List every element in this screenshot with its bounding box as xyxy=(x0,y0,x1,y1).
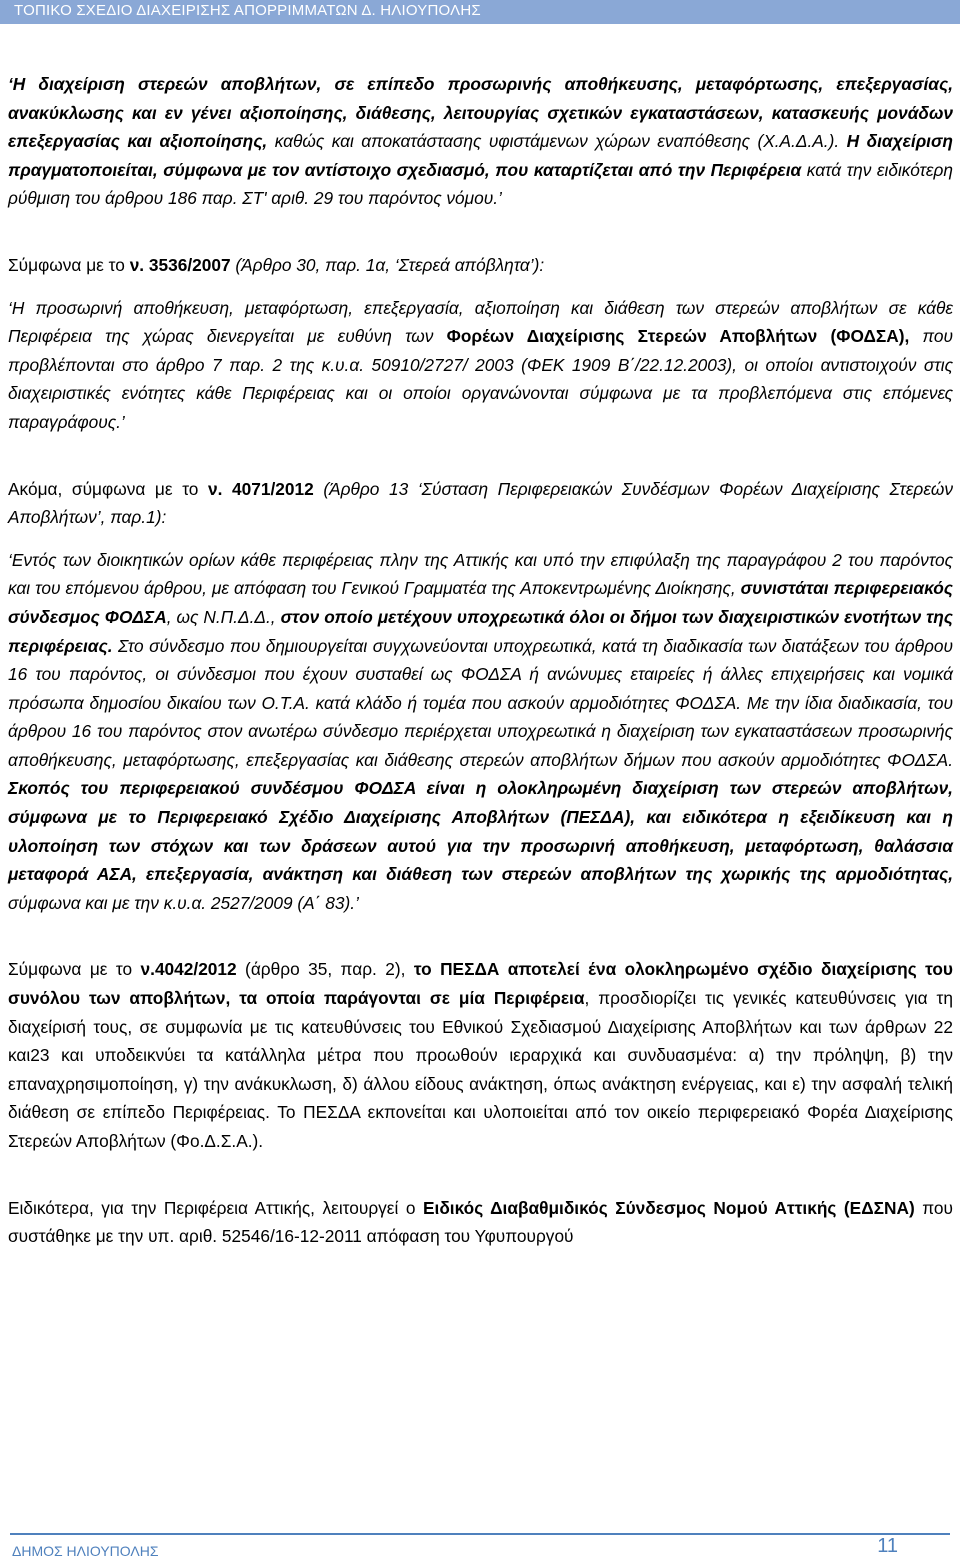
p5-bold-2: στον οποίο μετέχουν υποχρεωτικά όλοι οι δήμοι των διαχειριστικών ενοτήτων της περιφέρειας. xyxy=(8,606,953,656)
paragraph-law-4071 xyxy=(8,475,953,532)
p5-bold-3: Σκοπός του περιφερειακού συνδέσμου ΦΟΔΣΑ είναι η ολοκληρωμένη διαχείριση των στερεών αποβλήτων, σύμφωνα με το Περιφερειακό Σχέδιο Διαχείρισης Αποβλήτων (ΠΕΣΔΑ), και ειδικότερα η εξειδίκευση και η υλοποίηση των στόχων και των δράσεων αυτού για την προσωρινή αποθήκευση, μεταφόρτωση, θαλάσσια μεταφορά ΑΣΑ, επεξεργασία, ανάκτηση και διάθεση των στερεών αποβλήτων της χωρικής της αρμοδιότητας, xyxy=(8,778,953,885)
spacer xyxy=(8,213,953,251)
p2-article: (Άρθρο 30, παρ. 1α, ‘Στερεά απόβλητα’): xyxy=(230,254,545,275)
p1-italic-2: κατά την ειδικότερη ρύθμιση του άρθρου 186 παρ. ΣΤ' αριθ. 29 του παρόντος νόμου.’ xyxy=(8,159,953,209)
p6-text-2: , προσδιορίζει τις γενικές κατευθύνσεις για τη διαχείρισή τους, σε συμφωνία με τις κατευθύνσεις του Εθνικού Σχεδιασμού Διαχείρισης Αποβλήτων και των άρθρων 22 και23 και υποδεικνύει τα κατάλληλα μέτρα που προωθούν ιεραρχικά και συνδυασμένα: α) την πρόληψη, β) την επαναχρησιμοποίηση, γ) την ανάκυκλωση, δ) άλλου είδους ανάκτηση, όπως ανάκτηση ενέργειας, και ε) την ασφαλή τελική διάθεση σε επίπεδο Περιφέρειας. Το ΠΕΣΔΑ εκπονείται και υλοποιείται από τον οικείο περιφερειακό Φορέα Διαχείρισης Στερεών Αποβλήτων (Φο.Δ.Σ.Α.). xyxy=(8,988,953,1151)
p6-law-ref: ν.4042/2012 xyxy=(140,959,237,980)
p5-italic-2: , ως Ν.Π.Δ.Δ., xyxy=(166,606,281,627)
p7-text-2: που συστάθηκε με την υπ. αριθ. 52546/16-12-2011 απόφαση του Υφυπουργού xyxy=(8,1197,953,1247)
p3-italic-2: που προβλέπονται στο άρθρο 7 παρ. 2 της κ.υ.α. 50910/2727/ 2003 (ΦΕΚ 1909 Β΄/22.12.2003), οι οποίοι αντιστοιχούν στις διαχειριστικές ενότητες κάθε Περιφέρειας και οι οποίοι οργανώνονται σύμφωνα με τα προβλεπόμενα στις επόμενες παραγράφους.’ xyxy=(8,326,953,432)
paragraph-quote-regional-association xyxy=(8,546,953,918)
document-body xyxy=(8,70,953,1251)
paragraph-attica xyxy=(8,1194,953,1251)
p3-italic: ‘Η προσωρινή αποθήκευση, μεταφόρτωση, επεξεργασία, αξιοποίηση και διάθεση των στερεών αποβλήτων σε κάθε Περιφέρεια της χώρας διενεργείται με ευθύνη των xyxy=(8,297,953,347)
spacer xyxy=(8,280,953,294)
p3-bold: Φορέων Διαχείρισης Στερεών Αποβλήτων (ΦΟΔΣΑ), xyxy=(446,326,910,347)
p6-text: Σύμφωνα με το xyxy=(8,959,141,980)
p7-bold: Ειδικός Διαβαθμιδικός Σύνδεσμος Νομού Αττικής (ΕΔΣΝΑ) xyxy=(423,1197,915,1218)
p4-text: Ακόμα, σύμφωνα με το xyxy=(8,478,209,499)
p6-bold: το ΠΕΣΔΑ αποτελεί ένα ολοκληρωμένο σχέδιο διαχείρισης του συνόλου των αποβλήτων, τα οποία παράγονται σε μία Περιφέρεια xyxy=(8,959,953,1009)
p5-italic-3: Στο σύνδεσμο που δημιουργείται συγχωνεύονται υποχρεωτικά, κατά τη διαδικασία των διατάξεων του άρθρου 16 του παρόντος, οι σύνδεσμοι που έχουν συσταθεί ως ΦΟΔΣΑ ή ανώνυμες εταιρείες ή άλλες επιχειρήσεις και νομικά πρόσωπα δημοσίου δικαίου των Ο.Τ.Α. κατά κλάδο ή τομέα που ασκούν αρμοδιότητες ΦΟΔΣΑ. Με την ίδια διαδικασία, του άρθρου 16 του παρόντος στον ανωτέρω σύνδεσμο περιέρχεται υποχρεωτικά η διαχείριση των εγκαταστάσεων προσωρινής αποθήκευσης, μεταφόρτωσης, επεξεργασίας και διάθεσης στερεών αποβλήτων δήμων που ασκούν αρμοδιότητες ΦΟΔΣΑ. xyxy=(8,635,953,770)
page-number: 11 xyxy=(877,1535,898,1557)
paragraph-quote-waste-management xyxy=(8,70,953,213)
p2-text: Σύμφωνα με το xyxy=(8,254,130,275)
p6-article: (άρθρο 35, παρ. 2), xyxy=(236,959,414,980)
p5-italic-4: σύμφωνα και με την κ.υ.α. 2527/2009 (Α΄ 83).’ xyxy=(8,892,359,913)
p4-article: (Άρθρο 13 ‘Σύσταση Περιφερειακών Συνδέσμων Φορέων Διαχείρισης Στερεών Αποβλήτων’, παρ.1): xyxy=(8,478,954,528)
p2-law-ref: ν. 3536/2007 xyxy=(129,254,231,275)
running-header xyxy=(0,0,960,24)
p1-italic: καθώς και αποκατάστασης υφιστάμενων χώρων εναπόθεσης (Χ.Α.Δ.Α.). xyxy=(267,131,840,152)
spacer xyxy=(8,532,953,546)
paragraph-quote-fodsa xyxy=(8,294,953,437)
p1-bold-italic-2: Η διαχείριση πραγματοποιείται, σύμφωνα με τον αντίστοιχο σχεδιασμό, που καταρτίζεται από την Περιφέρεια xyxy=(8,131,953,180)
p5-italic: ‘Εντός των διοικητικών ορίων κάθε περιφέρειας πλην της Αττικής και υπό την επιφύλαξη της παραγράφου 2 του παρόντος και του επόμενου άρθρου, με απόφαση του Γενικού Γραμματέα της Αποκεντρωμένης Διοίκησης, xyxy=(8,549,953,599)
paragraph-law-4042 xyxy=(8,955,953,1155)
p5-bold-1: συνιστάται περιφερειακός σύνδεσμος ΦΟΔΣΑ xyxy=(8,578,953,627)
p1-bold-italic: ‘Η διαχείριση στερεών αποβλήτων, σε επίπεδο προσωρινής αποθήκευσης, μεταφόρτωσης, επεξεργασίας, ανακύκλωσης και εν γένει αξιοποίησης, διάθεσης, λειτουργίας σχετικών εγκαταστάσεων, κατασκευής μονάδων επεξεργασίας και αξιοποίησης, xyxy=(8,74,953,152)
spacer xyxy=(8,437,953,475)
header-title: ΤΟΠΙΚΟ ΣΧΕΔΙΟ ΔΙΑΧΕΙΡΙΣΗΣ ΑΠΟΡΡΙΜΜΑΤΩΝ Δ. ΗΛΙΟΥΠΟΛΗΣ xyxy=(14,2,481,19)
spacer xyxy=(8,917,953,955)
p4-law-ref: ν. 4071/2012 xyxy=(208,478,314,499)
p7-text: Ειδικότερα, για την Περιφέρεια Αττικής, λειτουργεί ο xyxy=(8,1197,423,1218)
footer-divider xyxy=(10,1533,950,1535)
paragraph-law-3536 xyxy=(8,251,953,280)
spacer xyxy=(8,1156,953,1194)
footer-municipality: ΔΗΜΟΣ ΗΛΙΟΥΠΟΛΗΣ xyxy=(12,1543,159,1559)
